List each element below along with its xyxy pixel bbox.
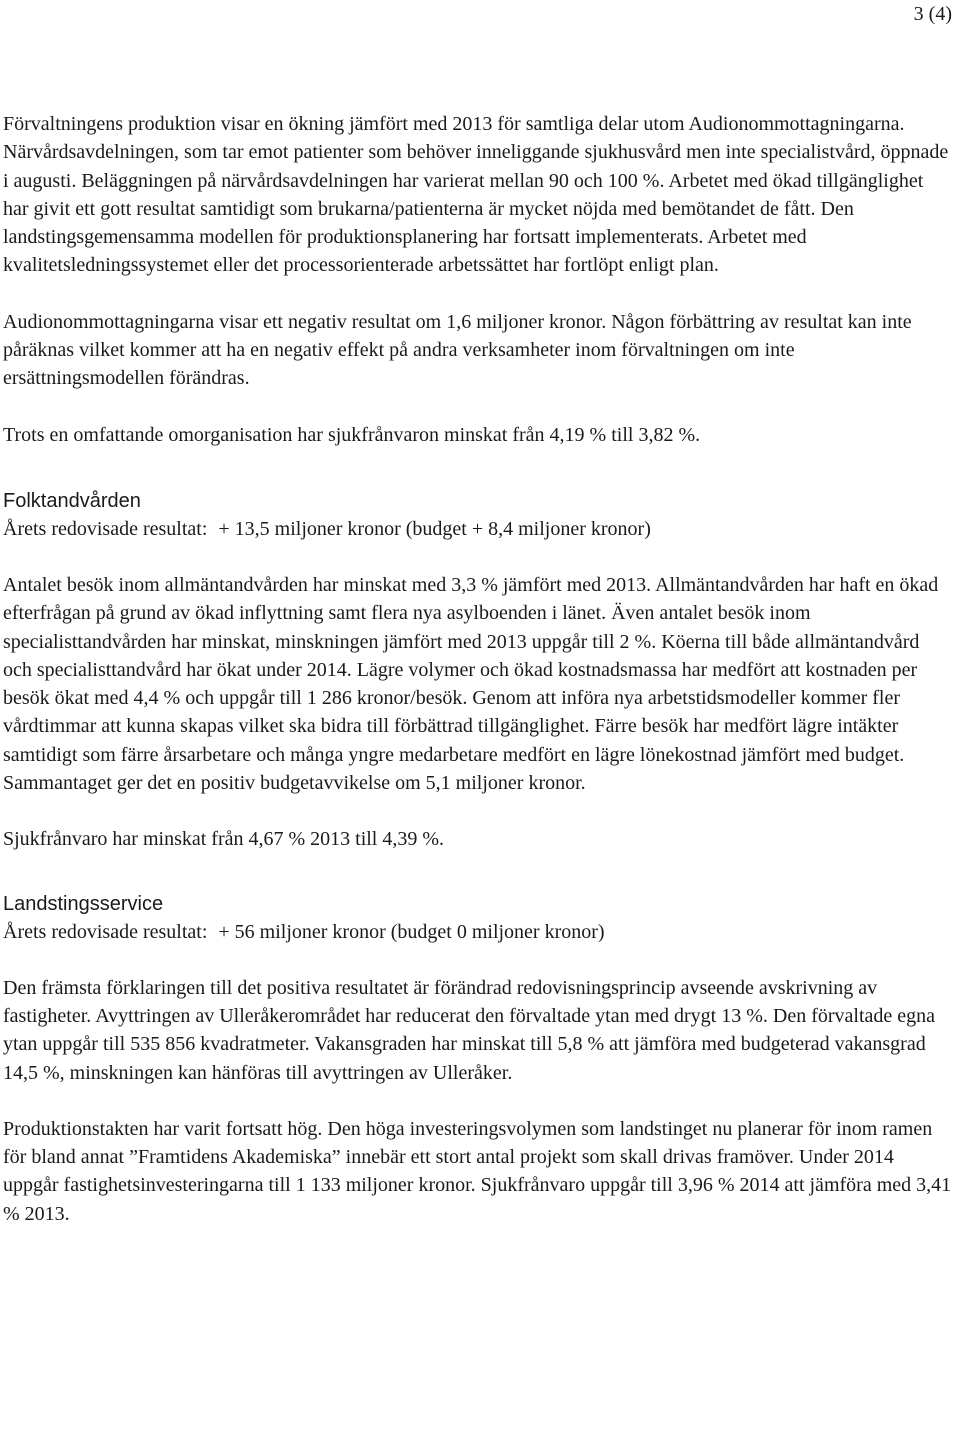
intro-paragraph-sick-leave: Trots en omfattande omorganisation har sjukfrånvaron minskat från 4,19 % till 3,82 %. xyxy=(3,423,701,446)
spacer xyxy=(3,280,953,308)
section-landstingsservice xyxy=(3,890,953,1228)
spacer xyxy=(3,862,953,890)
section-folktandvarden xyxy=(3,487,953,854)
page-number: 3 (4) xyxy=(913,3,952,25)
result-label: Årets redovisade resultat: xyxy=(3,517,208,540)
folktandvarden-paragraph-sick-leave: Sjukfrånvaro har minskat från 4,67 % 2013 till 4,39 %. xyxy=(3,828,445,851)
result-line-landstingsservice xyxy=(3,918,953,946)
spacer xyxy=(3,393,953,421)
folktandvarden-paragraph-visits: Antalet besök inom allmäntandvården har minskat med 3,3 % jämfört med 2013. Allmäntandvården har haft en ökad efterfrågan på grund av ökad inflyttning samt flera nya asylboenden i länet. Även antalet besök inom specialisttandvården har minskat, minskningen jämfört med 2013 uppgår till 2 %. Köerna till både allmäntandvård och specialisttandvård har ökat under 2014. Lägre volymer och ökad kostnadsmassa har medfört att kostnaden per besök ökat med 4,4 % och uppgår till 1 286 kronor/besök. Genom att införa nya arbetstidsmodeller kommer fler vårdtimmar att kunna skapas vilket ska bidra till förbättrad tillgänglighet. Färre besök har medfört lägre intäkter samtidigt som färre årsarbetare och många yngre medarbetare medfört en lägre lönekostnad jämfört med budget. Sammantaget ger det en positiv budgetavvikelse om 5,1 miljoner kronor. xyxy=(3,573,939,795)
result-label: Årets redovisade resultat: xyxy=(3,920,208,943)
intro-paragraph-audionom: Audionommottagningarna visar ett negativ resultat om 1,6 miljoner kronor. Någon förbättring av resultat kan inte påräknas vilket kommer att ha en negativ effekt på andra verksamheter inom förvaltningen om inte ersättningsmodellen förändras. xyxy=(3,310,912,390)
intro-paragraph-production: Förvaltningens produktion visar en ökning jämfört med 2013 för samtliga delar utom Audionommottagningarna. Närvårdsavdelningen, som tar emot patienter som behöver inneliggande sjukhusvård men inte specialistvård, öppnade i augusti. Beläggningen på närvårdsavdelningen har varierat mellan 90 och 100 %. Arbetet med ökad tillgänglighet har givit ett gott resultat samtidigt som brukarna/patienterna är mycket nöjda med bemötandet de fått. Den landstingsgemensamma modellen för produktionsplanering har fortsatt implementerats. Arbetet med kvalitetsledningssystemet eller det processorienterade arbetssättet har fortlöpt enligt plan. xyxy=(3,113,949,277)
section-heading-folktandvarden: Folktandvården xyxy=(3,489,141,512)
spacer xyxy=(3,543,953,571)
spacer xyxy=(3,946,953,974)
document-body xyxy=(3,110,953,1228)
section-heading-landstingsservice: Landstingsservice xyxy=(3,892,164,915)
spacer xyxy=(3,797,953,825)
spacer xyxy=(3,449,953,487)
result-value: + 56 miljoner kronor (budget 0 miljoner kronor) xyxy=(218,920,605,943)
spacer xyxy=(3,1087,953,1115)
landstingsservice-paragraph-accounting: Den främsta förklaringen till det positiva resultatet är förändrad redovisningsprincip avseende avskrivning av fastigheter. Avyttringen av Ulleråkerområdet har reducerat den förvaltade ytan med drygt 13 %. Den förvaltade egna ytan uppgår till 535 856 kvadratmeter. Vakansgraden har minskat till 5,8 % att jämföra med budgeterad vakansgrad 14,5 %, minskningen kan hänföras till avyttringen av Ulleråker. xyxy=(3,976,936,1084)
result-line-folktandvarden xyxy=(3,515,953,543)
spacer xyxy=(3,854,953,862)
result-value: + 13,5 miljoner kronor (budget + 8,4 miljoner kronor) xyxy=(218,517,651,540)
landstingsservice-paragraph-production: Produktionstakten har varit fortsatt hög. Den höga investeringsvolymen som landstinget nu planerar för inom ramen för bland annat ”Framtidens Akademiska” innebär ett stort antal projekt som skall drivas framöver. Under 2014 uppgår fastighetsinvesteringarna till 1 133 miljoner kronor. Sjukfrånvaro uppgår till 3,96 % 2014 att jämföra med 3,41 % 2013. xyxy=(3,1117,952,1225)
